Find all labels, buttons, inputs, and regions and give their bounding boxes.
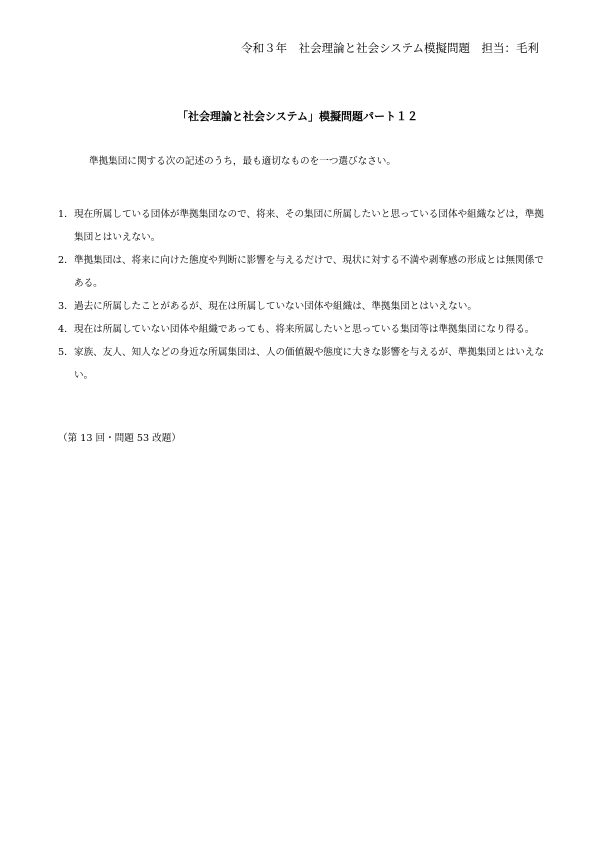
option-number: 2． (58, 255, 74, 266)
answer-option-5 (58, 341, 548, 387)
document-title: 「社会理論と社会システム」模擬問題パート１２ (177, 110, 418, 123)
answer-option-4 (58, 318, 548, 341)
question-instruction: 準拠集団に関する次の記述のうち，最も適切なものを一つ選びなさい。 (89, 156, 396, 167)
answer-options-list (58, 203, 548, 387)
answer-option-3 (58, 295, 548, 318)
option-text: 家族、友人、知人などの身近な所属集団は、人の価値観や態度に大きな影響を与えるが、準拠集団とはいえない。 (74, 347, 545, 381)
answer-option-1 (58, 203, 548, 249)
option-number: 5． (58, 347, 74, 358)
option-text: 現在所属している団体が準拠集団なので、将来、その集団に所属したいと思っている団体や組織などは，準拠集団とはいえない。 (74, 209, 544, 243)
option-text: 現在は所属していない団体や組織であっても、将来所属したいと思っている集団等は準拠集団になり得る。 (74, 324, 535, 335)
source-citation: （第 13 回・問題 53 改題） (58, 433, 181, 444)
option-number: 4． (58, 324, 74, 335)
option-text: 準拠集団は、将来に向けた態度や判断に影響を与えるだけで、現状に対する不満や剥奪感の形成とは無関係である。 (74, 255, 544, 289)
option-number: 3． (58, 301, 74, 312)
answer-option-2 (58, 249, 548, 295)
option-text: 過去に所属したことがあるが、現在は所属していない団体や組織は、準拠集団とはいえない。 (74, 301, 477, 312)
option-number: 1． (58, 209, 74, 220)
page-header: 令和３年 社会理論と社会システム模擬問題 担当：毛利 (241, 41, 539, 55)
